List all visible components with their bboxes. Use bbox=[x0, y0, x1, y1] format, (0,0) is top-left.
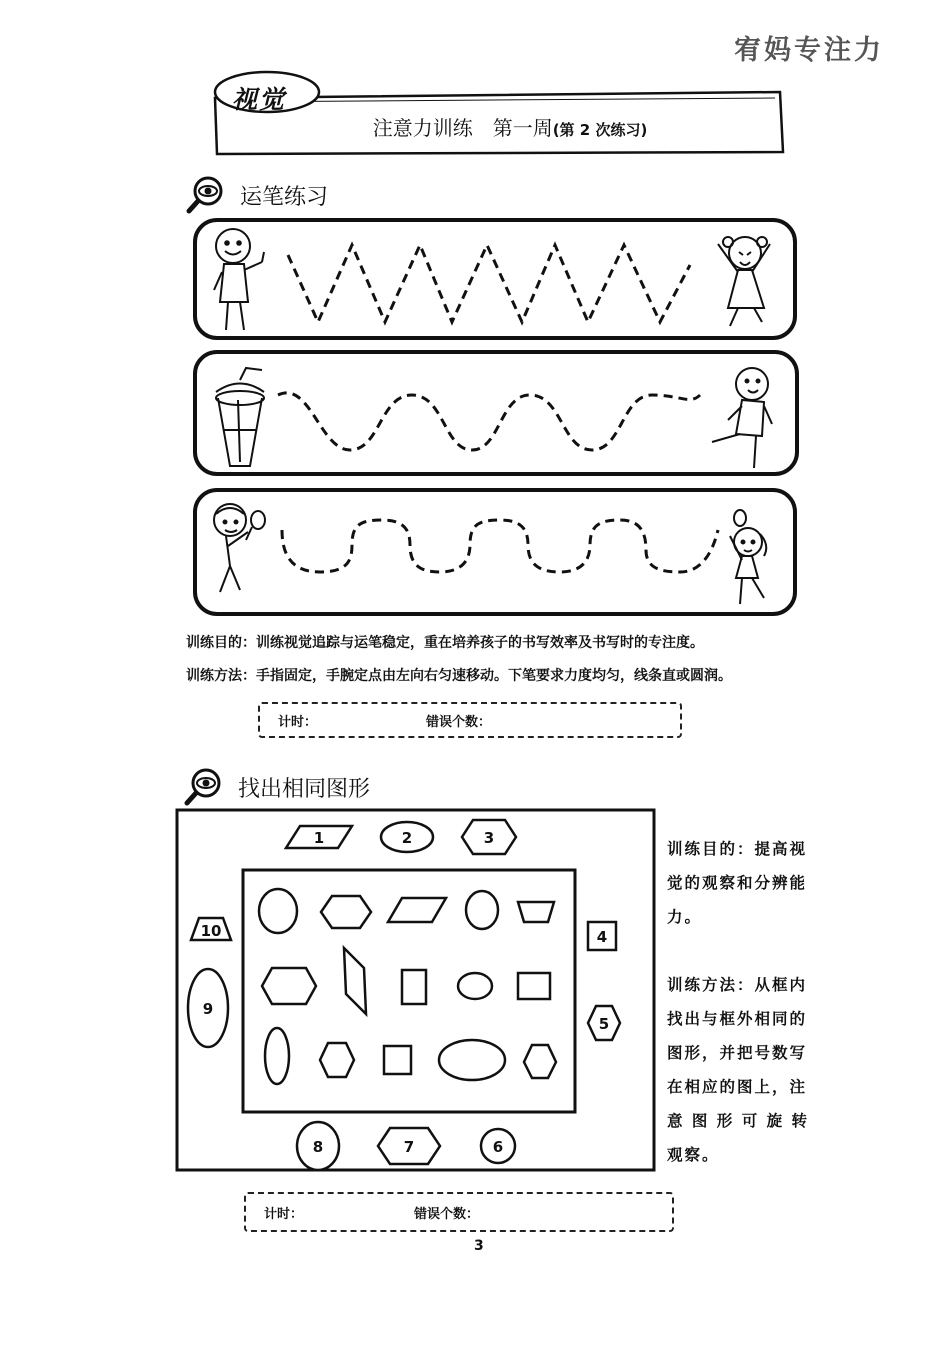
section2-side-text bbox=[667, 832, 817, 1172]
side-line: 训练方法：从框内 bbox=[667, 976, 808, 994]
page-title-main: 注意力训练 第一周 bbox=[372, 116, 553, 140]
brand-title: 宥妈专注力 bbox=[734, 35, 884, 66]
label-1: 1 bbox=[313, 829, 325, 847]
side-line: 觉的观察和分辨能 bbox=[667, 874, 808, 892]
side-line: 找出与框外相同的 bbox=[667, 1010, 808, 1028]
inner-shapes bbox=[259, 889, 556, 1084]
label-4: 4 bbox=[596, 928, 608, 946]
side-line: 训练目的：提高视 bbox=[667, 840, 808, 858]
visual-tag: 视觉 bbox=[232, 85, 287, 114]
side-line: 力。 bbox=[667, 908, 703, 926]
side-line: 图形，并把号数写 bbox=[667, 1044, 808, 1062]
side-line bbox=[667, 934, 817, 968]
page-title-sub: (第 2 次练习) bbox=[552, 121, 648, 139]
section1-error-label: 错误个数： bbox=[426, 715, 492, 730]
side-line: 在相应的图上，注 bbox=[667, 1078, 808, 1096]
label-8: 8 bbox=[312, 1138, 324, 1156]
section2-timer-label: 计时： bbox=[264, 1207, 304, 1222]
section1-title: 运笔练习 bbox=[240, 185, 329, 210]
label-9: 9 bbox=[202, 1000, 214, 1018]
label-7: 7 bbox=[403, 1138, 415, 1156]
section1-method: 训练方法：手指固定，手腕定点由左向右匀速移动。下笔要求力度均匀，线条直或圆润。 bbox=[186, 668, 732, 684]
section1-timer-label: 计时： bbox=[278, 715, 318, 730]
label-2: 2 bbox=[401, 829, 413, 847]
section2-timer-box bbox=[244, 1192, 674, 1232]
label-3: 3 bbox=[483, 829, 495, 847]
section2-error-label: 错误个数： bbox=[414, 1207, 480, 1222]
label-6: 6 bbox=[492, 1138, 504, 1156]
side-line: 观察。 bbox=[667, 1146, 720, 1164]
label-5: 5 bbox=[598, 1015, 610, 1033]
page-number: 3 bbox=[474, 1238, 484, 1254]
label-10: 10 bbox=[200, 922, 222, 940]
section2-title: 找出相同图形 bbox=[238, 777, 371, 802]
section1-goal: 训练目的：训练视觉追踪与运笔稳定，重在培养孩子的书写效率及书写时的专注度。 bbox=[186, 635, 704, 651]
side-line: 意 图 形 可 旋 转 bbox=[667, 1112, 809, 1130]
